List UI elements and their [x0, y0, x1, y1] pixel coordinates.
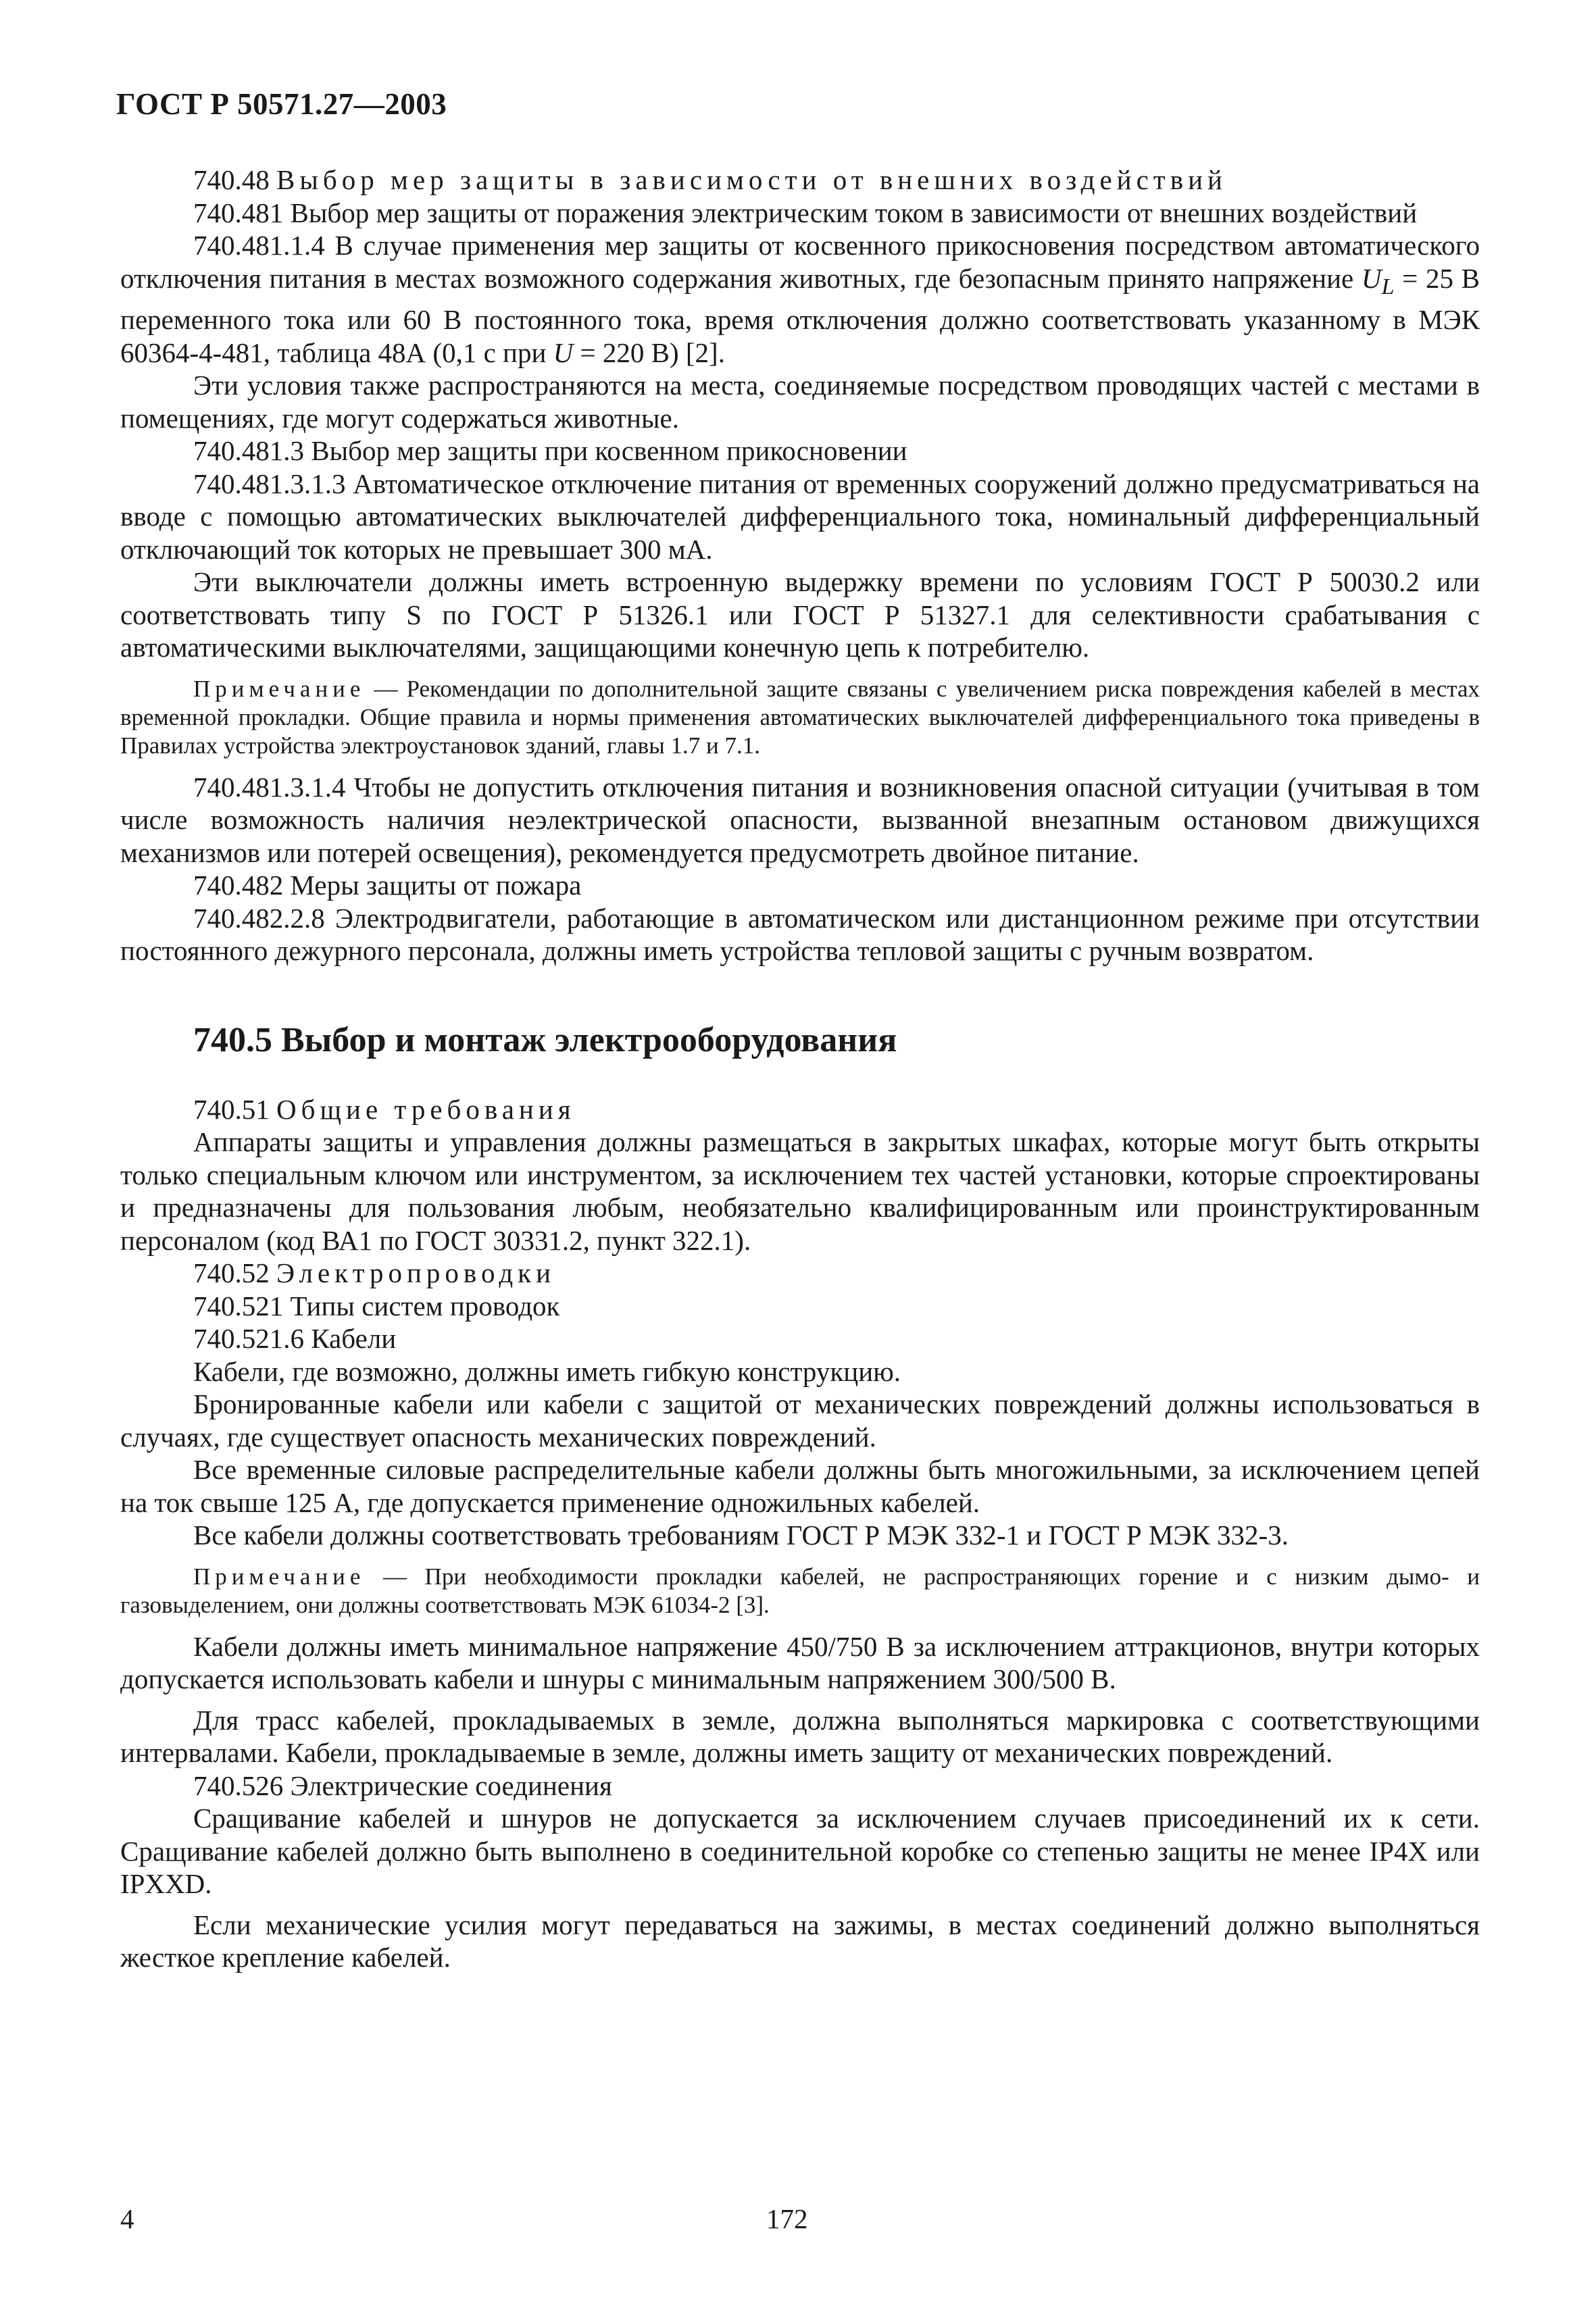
clause-title-spaced: Электропроводки	[276, 1257, 556, 1289]
paragraph-armored: Бронированные кабели или кабели с защитой от механических повреждений должны использоваться в случаях, где существует опасность механических повреждений.	[120, 1388, 1480, 1453]
paragraph-temporary: Все временные силовые распределительные кабели должны быть многожильными, за исключением цепей на ток свыше 125 А, где допускается применение одножильных кабелей.	[120, 1454, 1480, 1518]
note-text: — Рекомендации по дополнительной защите связаны с увеличением риска повреждения кабелей в местах временной прокладки. Общие правила и нормы применения автоматических выключателей дифференциального тока приведены в Правилах устройства электроустановок зданий, главы 1.7 и 7.1.	[120, 675, 1480, 759]
clause-title-spaced: Выбор мер защиты в зависимости от внешних воздействий	[276, 164, 1227, 195]
note-text: — При необходимости прокладки кабелей, не распространяющих горение и с низким дымо- и газовыделением, они должны соответствовать МЭК 61034-2 [3].	[120, 1563, 1480, 1618]
paragraph-voltage: Кабели должны иметь минимальное напряжение 450/750 В за исключением аттракционов, внутри которых допускается использовать кабели и шнуры с минимальным напряжением 300/500 В.	[120, 1630, 1480, 1695]
paragraph-mech: Если механические усилия могут передаваться на зажимы, в местах соединений должно выполняться жесткое крепление кабелей.	[120, 1909, 1480, 1973]
clause-740-521: 740.521 Типы систем проводок	[193, 1290, 560, 1322]
note-label: Примечание	[193, 1563, 366, 1590]
note-label: Примечание	[193, 675, 366, 702]
clause-740-521-6: 740.521.6 Кабели	[193, 1323, 397, 1355]
clause-text: = 220 В) [2].	[573, 336, 725, 368]
clause-text: 740.481.1.4 В случае применения мер защиты от косвенного прикосновения посредством автоматического отключения питания в местах возможного содержания животных, где безопасным принято напряжение	[120, 230, 1480, 294]
document-header: ГОСТ Р 50571.27—2003	[116, 87, 447, 121]
paragraph-animals: Эти условия также распространяются на места, соединяемые посредством проводящих частей с местами в помещениях, где могут содержаться животные.	[120, 370, 1480, 434]
clause-740-482: 740.482 Меры защиты от пожара	[193, 870, 582, 901]
paragraph-splice: Сращивание кабелей и шнуров не допускается за исключением случаев присоединений их к сети. Сращивание кабелей должно быть выполнено в соединительной коробке со степенью защиты не менее IP4X или IPXXD.	[120, 1803, 1480, 1900]
clause-number: 740.51	[193, 1093, 270, 1125]
clause-740-481: 740.481 Выбор мер защиты от поражения электрическим током в зависимости от внешних воздействий	[193, 197, 1418, 228]
clause-740-481-1-4	[120, 229, 1480, 369]
voltage-symbol-u: U	[553, 336, 574, 368]
note-2	[120, 1563, 1480, 1619]
clause-740-481-3: 740.481.3 Выбор мер защиты при косвенном прикосновении	[193, 435, 907, 467]
clause-740-482-2-8: 740.482.2.8 Электродвигатели, работающие в автоматическом или дистанционном режиме при отсутствии постоянного дежурного персонала, должны иметь устройства тепловой защиты с ручным возвратом.	[120, 902, 1480, 967]
clause-740-48	[120, 164, 1480, 197]
section-title: 740.5 Выбор и монтаж электрооборудования	[193, 1020, 897, 1059]
paragraph-iec: Все кабели должны соответствовать требованиям ГОСТ Р МЭК 332-1 и ГОСТ Р МЭК 332-3.	[193, 1519, 1289, 1551]
page-number-center: 172	[766, 2203, 808, 2234]
paragraph-flex: Кабели, где возможно, должны иметь гибкую конструкцию.	[193, 1355, 901, 1387]
paragraph-switches: Эти выключатели должны иметь встроенную выдержку времени по условиям ГОСТ Р 50030.2 или соответствовать типу S по ГОСТ Р 51326.1 или ГОСТ Р 51327.1 для селективности срабатывания с автоматическими выключателями, защищающими конечную цепь к потребителю.	[120, 566, 1480, 663]
note-1	[120, 675, 1480, 760]
clause-text: = 25 В переменного тока или 60 В постоянного тока, время отключения должно соответствовать указанному в МЭК 60364-4-481, таблица 48А (0,1 с при	[120, 262, 1480, 368]
clause-740-481-3-1-3: 740.481.3.1.3 Автоматическое отключение питания от временных сооружений должно предусматриваться на вводе с помощью автоматических выключателей дифференциального тока, номинальный дифференциальный отключающий ток которых не превышает 300 мА.	[120, 468, 1480, 565]
document-body	[120, 164, 1480, 1974]
clause-740-481-3-1-4: 740.481.3.1.4 Чтобы не допустить отключения питания и возникновения опасной ситуации (учитывая в том числе возможность наличия неэлектрической опасности, вызванной внезапным остановом движущихся механизмов или потерей освещения), рекомендуется предусмотреть двойное питание.	[120, 771, 1480, 868]
clause-740-52	[120, 1257, 1480, 1290]
voltage-subscript: L	[1381, 274, 1395, 299]
clause-number: 740.48	[193, 164, 270, 195]
clause-title-spaced: Общие требования	[276, 1093, 576, 1125]
paragraph-ground: Для трасс кабелей, прокладываемых в земле, должна выполняться маркировка с соответствующими интервалами. Кабели, прокладываемые в земле, должны иметь защиту от механических повреждений.	[120, 1704, 1480, 1769]
clause-740-526: 740.526 Электрические соединения	[193, 1769, 612, 1801]
clause-number: 740.52	[193, 1257, 270, 1289]
voltage-symbol: U	[1361, 262, 1382, 294]
clause-740-51	[120, 1093, 1480, 1126]
paragraph-apparatus: Аппараты защиты и управления должны размещаться в закрытых шкафах, которые могут быть открыты только специальным ключом или инструментом, за исключением тех частей установки, которые спроектированы и предназначены для пользования любым, необязательно квалифицированным или проинструктированным персоналом (код ВА1 по ГОСТ 30331.2, пункт 322.1).	[120, 1126, 1480, 1256]
page-number-left: 4	[120, 2203, 134, 2234]
